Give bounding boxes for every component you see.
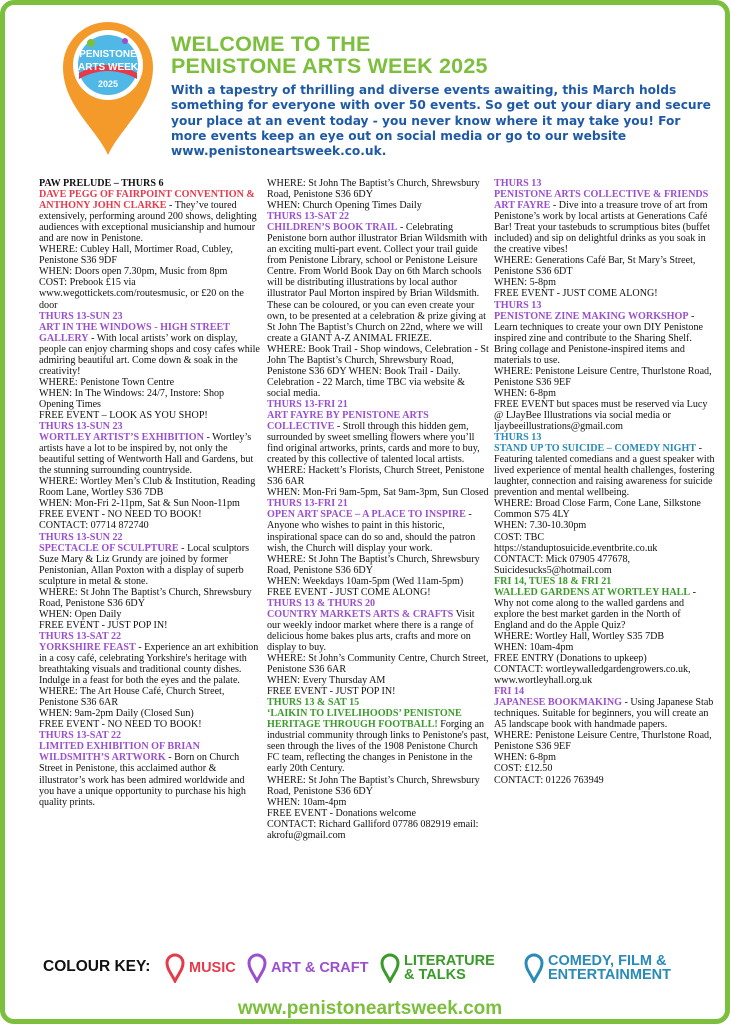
event-description: [267, 222, 489, 344]
event-description: [267, 708, 489, 774]
event-detail: CONTACT: Mick 07905 477678, Suicidesucks5@hotmail.com: [494, 553, 631, 576]
event-date: PAW PRELUDE – THURS 6: [39, 178, 164, 189]
event-description: [267, 509, 489, 553]
event-detail: WHERE: St John The Baptist’s Church, Shrewsbury Road, Penistone S36 6DY: [39, 586, 252, 609]
event-detail: WHEN: Doors open 7.30pm, Music from 8pm: [39, 266, 228, 278]
event-description: [494, 697, 716, 730]
event-detail: FREE EVENT - JUST COME ALONG!: [494, 288, 658, 300]
event-description: [39, 189, 261, 244]
event-title: PENISTONE ZINE MAKING WORKSHOP: [494, 310, 689, 322]
event-body: - They’ve toured extensively, performing around 200 shows, delighting audiences with exceptional musicianship and humour and are now in Penistone.: [39, 200, 257, 245]
event-title: JAPANESE BOOKMAKING: [494, 697, 622, 709]
event-date: THURS 13: [494, 299, 542, 311]
event-detail: FREE EVENT – LOOK AS YOU SHOP!: [39, 409, 208, 421]
event-detail: FREE EVENT - NO NEED TO BOOK!: [39, 719, 202, 731]
logo-line2: ARTS WEEK: [78, 62, 138, 73]
event-detail: WHERE: Wortley Hall, Wortley S35 7DB: [494, 630, 665, 642]
event-date: THURS 13-FRI 21: [267, 498, 348, 510]
event-title: ART FAYRE BY PENISTONE ARTS COLLECTIVE: [267, 409, 429, 433]
colour-key-line1: ART & CRAFT: [271, 960, 369, 976]
event-block: [39, 730, 261, 807]
colour-key-item: [247, 950, 368, 986]
event-date: THURS 13-SUN 23: [39, 421, 123, 433]
event-title: ART IN THE WINDOWS - HIGH STREET GALLERY: [39, 321, 230, 344]
event-detail: WHEN: Weekdays 10am-5pm (Wed 11am-5pm): [267, 575, 464, 587]
event-date: THURS 13: [494, 432, 542, 444]
event-detail: COST: Prebook £15 via www.wegottickets.com/routesmusic, or £20 on the door: [39, 277, 244, 311]
event-detail: WHEN: 10am-4pm: [494, 641, 574, 653]
event-block: [494, 178, 716, 300]
colour-key: [5, 946, 730, 992]
event-block: [267, 498, 489, 597]
event-block: [494, 300, 716, 433]
event-date: THURS 13 & SAT 15: [267, 697, 360, 709]
event-body: - Born on Church Street in Penistone, this acclaimed author & illustrator’s work has been admired worldwide and you have a unique opportunity to purchase his high quality prints.: [39, 752, 246, 808]
colour-key-item: [165, 950, 236, 986]
colour-key-text: [548, 954, 671, 982]
event-date: THURS 13-SUN 22: [39, 531, 123, 543]
event-detail: FREE EVENT - Donations welcome: [267, 807, 416, 819]
event-description: [39, 642, 261, 686]
map-pin-icon: [380, 953, 400, 983]
event-detail: WHERE: St John The Baptist’s Church, Shrewsbury Road, Penistone S36 6DY: [267, 178, 480, 201]
event-date: FRI 14, TUES 18 & FRI 21: [494, 575, 612, 587]
event-description: [494, 189, 716, 255]
event-description: [494, 311, 716, 366]
event-description: [39, 741, 261, 807]
event-detail: CONTACT: 01226 763949: [494, 774, 604, 786]
event-detail: WHEN: 6-8pm: [494, 752, 556, 764]
title-line1: WELCOME TO THE: [171, 32, 371, 56]
event-block: [494, 686, 716, 785]
event-date: THURS 13-SAT 22: [267, 211, 350, 223]
event-detail: WHERE: St John’s Community Centre, Church Street, Penistone S36 6AR: [267, 653, 489, 676]
event-description: [39, 543, 261, 587]
event-description: [39, 432, 261, 476]
event-description: [494, 587, 716, 631]
colour-key-item: [524, 950, 671, 986]
event-body: - Local sculptors Suze Mary & Liz Grundy are joined by former Penistonian, Allan Poxton with a display of superb sculpture in metal & stone.: [39, 542, 250, 587]
event-body: - Celebrating Penistone born author illustrator Brian Wildsmith with an exciting multi-part event. Collect your trail guide from Penistone Library, school or Penistone Leisure Centre. From World Book Day on 6th March schools will be distributing illustrations by local author illustrator Paul Morton inspired by Brian Wildsmith. These can be coloured, or you can even create your own, to be presented at a celebration & prize giving at St John The Baptist’s Church on 22nd, where we will create a GIANT A-Z ANIMAL FRIEZE.: [267, 222, 488, 344]
logo-line3: 2025: [97, 79, 119, 89]
event-detail: WHERE: Hackett’s Florists, Church Street, Penistone S36 6AR: [267, 465, 485, 488]
event-block: [267, 697, 489, 841]
event-date: THURS 13-SUN 23: [39, 310, 123, 322]
event-detail: FREE EVENT - JUST COME ALONG!: [267, 586, 431, 598]
events-column-1: [39, 178, 261, 808]
event-detail: FREE EVENT but spaces must be reserved via Lucy @ LJayBee Illustrations via social media or ljaybeeillustrations@gmail.com: [494, 398, 708, 433]
event-detail: FREE EVENT - JUST POP IN!: [267, 686, 396, 698]
event-title: CHILDREN’S BOOK TRAIL: [267, 222, 398, 234]
event-detail: WHERE: St John The Baptist’s Church, Shrewsbury Road, Penistone S36 6DY: [267, 553, 480, 576]
event-detail: WHEN: Church Opening Times Daily: [267, 200, 422, 212]
event-detail: https://standuptosuicide.eventbrite.co.uk: [494, 542, 658, 554]
event-detail: WHEN: Every Thursday AM: [267, 675, 386, 687]
event-body: Visit our weekly indoor market where there is a range of delicious home bakes plus arts, crafts and more on display to buy.: [267, 608, 475, 653]
event-body: - Learn techniques to create your own DIY Penistone inspired zine and contribute to the Sharing Shelf. Bring collage and Penistone-inspired items and materials to use.: [494, 310, 704, 366]
event-detail: WHERE: Generations Café Bar, St Mary’s Street, Penistone S36 6DT: [494, 255, 696, 278]
colour-key-text: [271, 961, 368, 975]
page-title: [171, 33, 716, 77]
event-detail: FREE EVENT - NO NEED TO BOOK!: [39, 509, 202, 521]
map-pin-icon: [247, 953, 267, 983]
event-body: - Anyone who wishes to paint in this historic, inspirational space can do so and, should the patron wish, the Church will display your work.: [267, 509, 476, 554]
event-title: YORKSHIRE FEAST: [39, 641, 136, 653]
event-description: [39, 322, 261, 377]
event-body: - Wortley’s artists have a lot to be inspired by, not only the beautiful setting of Wentworth Hall and Gardens, but the stunning surrounding countryside.: [39, 432, 254, 477]
event-detail: WHERE: The Art House Café, Church Street, Penistone S36 6AR: [39, 686, 225, 709]
event-date: THURS 13-SAT 22: [39, 730, 122, 742]
event-body: - Featuring talented comedians and a guest speaker with lived experience of mental health challenges, fostering laughter, connection and raising awareness for suicide prevention and mental wellbeing.: [494, 443, 715, 499]
map-pin-icon: [524, 953, 544, 983]
event-detail: WHEN: 10am-4pm: [267, 796, 347, 808]
event-title: COUNTRY MARKETS ARTS & CRAFTS: [267, 608, 454, 620]
event-title: DAVE PEGG OF FAIRPOINT CONVENTION & ANTHONY JOHN CLARKE: [39, 189, 255, 212]
event-title: PENISTONE ARTS COLLECTIVE & FRIENDS ART FAYRE: [494, 189, 709, 212]
event-detail: WHERE: Broad Close Farm, Cone Lane, Silkstone Common S75 4LY: [494, 498, 701, 521]
event-title: STAND UP TO SUICIDE – COMEDY NIGHT: [494, 443, 697, 455]
event-detail: WHEN: Open Daily: [39, 608, 122, 620]
event-date: THURS 13 & THURS 20: [267, 597, 376, 609]
event-block: [39, 178, 261, 311]
event-date: THURS 13-SAT 22: [39, 630, 122, 642]
event-date: THURS 13-FRI 21: [267, 398, 348, 410]
event-detail: WHEN: Mon-Fri 2-11pm, Sat & Sun Noon-11pm: [39, 498, 240, 510]
event-description: [267, 609, 489, 653]
event-detail: WHERE: Penistone Town Centre: [39, 376, 175, 388]
event-detail: WHEN: 6-8pm: [494, 387, 556, 399]
event-body: - Using Japanese Stab techniques. Suitable for beginners, you will create an A5 landscape book with handmade papers.: [494, 697, 714, 731]
event-detail: WHERE: Penistone Leisure Centre, Thurlstone Road, Penistone S36 9EF: [494, 730, 712, 753]
event-title: ‘LAIKIN TO LIVELIHOODS’ PENISTONE HERITAGE THROUGH FOOTBALL!: [267, 708, 462, 731]
event-block: [494, 432, 716, 576]
event-block: [267, 178, 489, 211]
event-block: [39, 311, 261, 421]
event-detail: FREE ENTRY (Donations to upkeep): [494, 653, 647, 665]
event-block: [494, 576, 716, 686]
event-detail: WHEN: In The Windows: 24/7, Instore: Shop Opening Times: [39, 387, 225, 410]
event-detail: WHEN: 9am-2pm Daily (Closed Sun): [39, 708, 194, 720]
event-detail: WHEN: 7.30-10.30pm: [494, 520, 587, 532]
event-detail: WHERE: Book Trail - Shop windows, Celebration - St John The Baptist’s Church, Shrewsbury Road, Penistone S36 6DY WHEN: Book Trail - Daily. Celebration - 22 March, time TBC via website & social media.: [267, 343, 489, 399]
event-body: - With local artists’ work on display, people can enjoy charming shops and cosy cafes while admiring beautiful art. Come down & soak in the creativity!: [39, 332, 260, 377]
event-detail: CONTACT: 07714 872740: [39, 520, 149, 532]
event-body: - Experience an art exhibition in a cosy café, celebrating Yorkshire's heritage with breathtaking visuals and traditional county dishes. Indulge in a feast for both the eyes and the palate.: [39, 641, 259, 687]
event-date: FRI 14: [494, 686, 525, 698]
map-pin-icon: [165, 953, 185, 983]
event-detail: WHERE: Penistone Leisure Centre, Thurlstone Road, Penistone S36 9EF: [494, 365, 712, 388]
event-detail: COST: £12.50: [494, 763, 553, 775]
colour-key-text: [189, 961, 236, 975]
event-block: [39, 631, 261, 730]
event-detail: WHERE: Cubley Hall, Mortimer Road, Cubley, Penistone S36 9DF: [39, 244, 233, 267]
arts-week-logo: [55, 17, 161, 157]
event-detail: WHERE: Wortley Men’s Club & Institution, Reading Room Lane, Wortley S36 7DB: [39, 476, 256, 499]
event-title: LIMITED EXHIBITION OF BRIAN WILDSMITH’S ARTWORK: [39, 741, 200, 764]
event-body: - Why not come along to the walled gardens and explore the best market garden in the North of England and do the Apple Quiz?: [494, 586, 697, 631]
event-title: WORTLEY ARTIST’S EXHIBITION: [39, 432, 204, 444]
event-detail: WHEN: 5-8pm: [494, 277, 556, 289]
colour-key-label: COLOUR KEY:: [43, 958, 151, 975]
website-link[interactable]: www.penistoneartsweek.com: [237, 998, 503, 1019]
event-body: - Dive into a treasure trove of art from Penistone’s work by local artists at Generations Café Bar! Treat your tastebuds to scrumptious bites (buffet included) and sip on delightful drinks as you soak in the creative vibes!: [494, 200, 710, 256]
event-block: [267, 211, 489, 399]
event-detail: FREE EVENT - JUST POP IN!: [39, 619, 168, 631]
event-block: [39, 421, 261, 531]
colour-key-line1: COMEDY, FILM &: [548, 953, 667, 969]
event-detail: WHERE: St John The Baptist’s Church, Shrewsbury Road, Penistone S36 6DY: [267, 774, 480, 797]
colour-key-item: [380, 950, 495, 986]
event-detail: WHEN: Mon-Fri 9am-5pm, Sat 9am-3pm, Sun Closed: [267, 487, 489, 499]
event-block: [267, 399, 489, 498]
event-detail: COST: TBC: [494, 531, 545, 543]
events-column-3: [494, 178, 716, 786]
event-detail: CONTACT: Richard Galliford 07786 082919 email: akrofu@gmail.com: [267, 818, 479, 841]
intro-text: With a tapestry of thrilling and diverse events awaiting, this March holds something for everyone with over 50 events. So get out your diary and secure your place at an event today - you never know where it may take you! For more events keep an eye out on social media or go to our website www.penistoneartsweek.co.uk.: [171, 83, 711, 159]
colour-key-line2: & TALKS: [404, 967, 466, 983]
event-block: [267, 598, 489, 697]
event-description: [267, 410, 489, 465]
colour-key-line1: LITERATURE: [404, 953, 495, 969]
event-title: SPECTACLE OF SCULPTURE: [39, 542, 179, 554]
event-body: - Stroll through this hidden gem, surrounded by sweet smelling flowers where you’ll find original artworks, prints, cards and more to buy, created by this collective of talented local artists.: [267, 421, 480, 466]
event-detail: CONTACT: wortleywalledgardengrowers.co.uk, www.wortleyhall.org.uk: [494, 664, 691, 687]
title-line2: PENISTONE ARTS WEEK 2025: [171, 54, 488, 78]
logo-line1: PENISTONE: [79, 49, 137, 60]
colour-key-line1: MUSIC: [189, 960, 236, 976]
event-description: [494, 443, 716, 498]
event-title: WALLED GARDENS AT WORTLEY HALL: [494, 586, 691, 598]
event-date: THURS 13: [494, 178, 542, 189]
colour-key-text: [404, 954, 495, 982]
colour-key-line2: ENTERTAINMENT: [548, 967, 671, 983]
event-body: Forging an industrial community through links to Penistone's past, seen through the lives of the 1908 Penistone Church FC team, reflecting the changes in Penistone in the early 20th Century.: [267, 719, 489, 775]
event-title: OPEN ART SPACE – A PLACE TO INSPIRE: [267, 509, 466, 521]
event-block: [39, 532, 261, 631]
events-column-2: [267, 178, 489, 841]
